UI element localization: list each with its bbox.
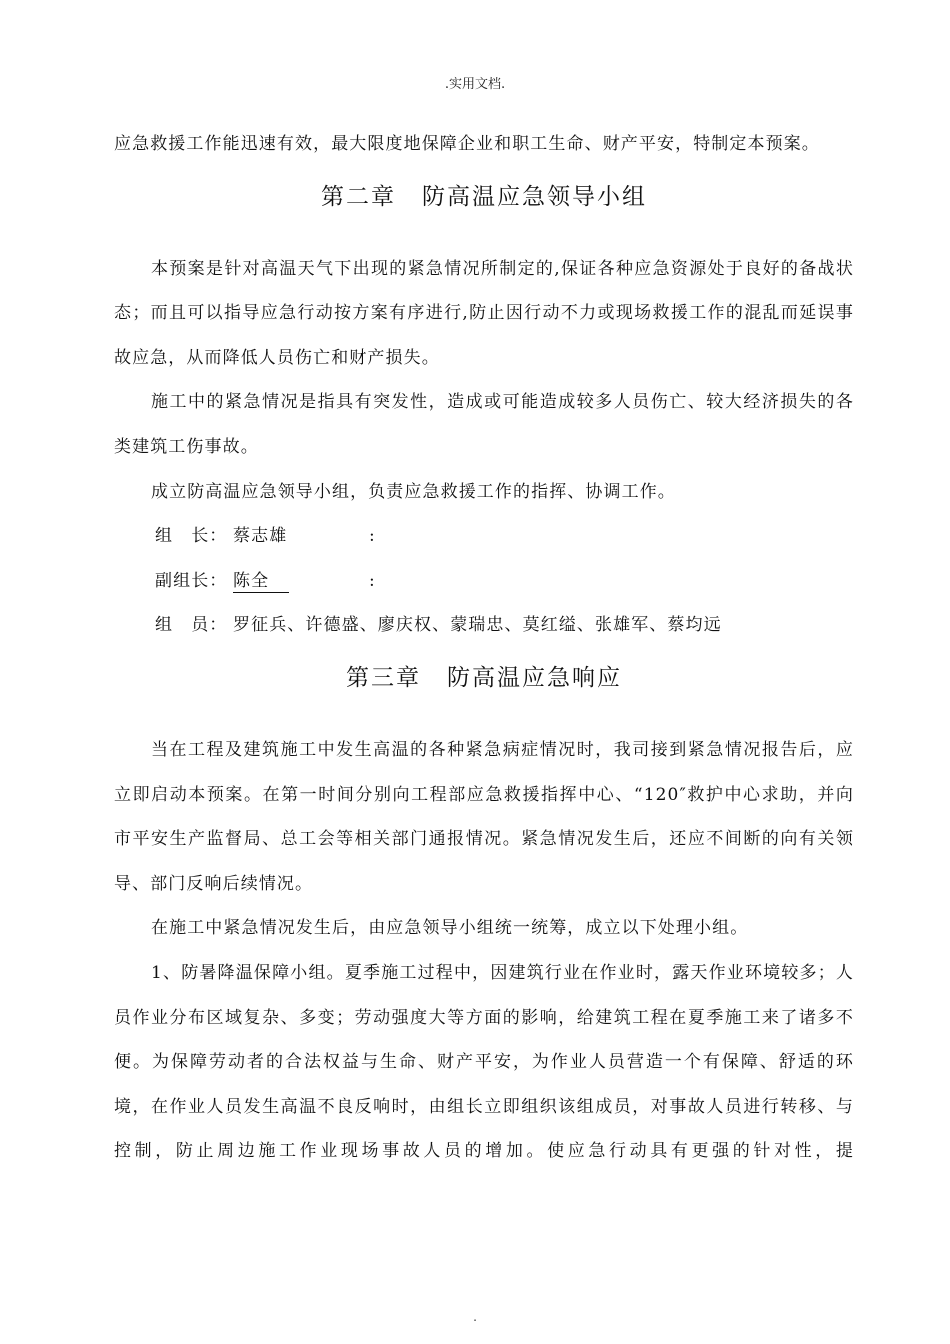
chapter2-number: 第二章 <box>321 183 396 210</box>
chapter3-heading <box>114 648 854 708</box>
chapter3-title: 防高温应急响应 <box>447 664 622 691</box>
members-row <box>114 603 854 648</box>
deputy-colon: : <box>369 570 376 591</box>
chapter2-paragraph: 本预案是针对高温天气下出现的紧急情况所制定的,保证各种应急资源处于良好的备战状态；而且可以指导应急行动按方案有序进行,防止因行动不力或现场救援工作的混乱而延误事故应急，从而降低人员伤亡和财产损失。 <box>114 258 854 368</box>
intro-tail-paragraph: 应急救援工作能迅速有效，最大限度地保障企业和职工生命、财产平安，特制定本预案。 <box>114 134 820 154</box>
deputy-name: 陈全 <box>233 570 289 593</box>
leader-name: 蔡志雄 <box>233 526 288 547</box>
chapter2-paragraph: 施工中的紧急情况是指具有突发性，造成或可能造成较多人员伤亡、较大经济损失的各类建筑工伤事故。 <box>114 392 854 457</box>
chapter2-paragraph: 成立防高温应急领导小组，负责应急救援工作的指挥、协调工作。 <box>151 481 676 502</box>
chapter3-paragraph: 1、防暑降温保障小组。夏季施工过程中，因建筑行业在作业时，露天作业环境较多；人员作业分布区域复杂、多变；劳动强度大等方面的影响，给建筑工程在夏季施工来了诸多不便。为保障劳动者的合法权益与生命、财产平安，为作业人员营造一个有保障、舒适的环境，在作业人员发生高温不良反响时，由组长立即组织该组成员，对事故人员进行转移、与控制，防止周边施工作业现场事故人员的增加。使应急行动具有更强的针对性，提 <box>114 962 854 1162</box>
deputy-row <box>114 559 854 604</box>
chapter3-paragraph: 当在工程及建筑施工中发生高温的各种紧急病症情况时，我司接到紧急情况报告后，应立即启动本预案。在第一时间分别向工程部应急救援指挥中心、“120″救护中心求助，并向市平安生产监督局、总工会等相关部门通报情况。紧急情况发生后，还应不间断的向有关领导、部门反响后续情况。 <box>114 739 854 894</box>
chapter3-paragraph: 在施工中紧急情况发生后，由应急领导小组统一统筹，成立以下处理小组。 <box>151 918 749 939</box>
document-body <box>114 122 854 1174</box>
chapter2-title: 防高温应急领导小组 <box>422 183 647 210</box>
deputy-role: 副组长： <box>155 570 228 591</box>
leader-role: 组 长： <box>155 526 228 547</box>
leader-row <box>114 514 854 559</box>
page-header: .实用文档. <box>444 77 506 92</box>
chapter3-number: 第三章 <box>346 664 421 691</box>
page-footer: . <box>473 1310 477 1324</box>
chapter2-heading <box>114 167 854 227</box>
leader-colon: : <box>369 526 376 547</box>
members-role: 组 员： <box>155 615 228 636</box>
members-names: 罗征兵、许德盛、廖庆权、蒙瑞忠、莫红缢、张雄军、蔡均远 <box>233 615 722 636</box>
